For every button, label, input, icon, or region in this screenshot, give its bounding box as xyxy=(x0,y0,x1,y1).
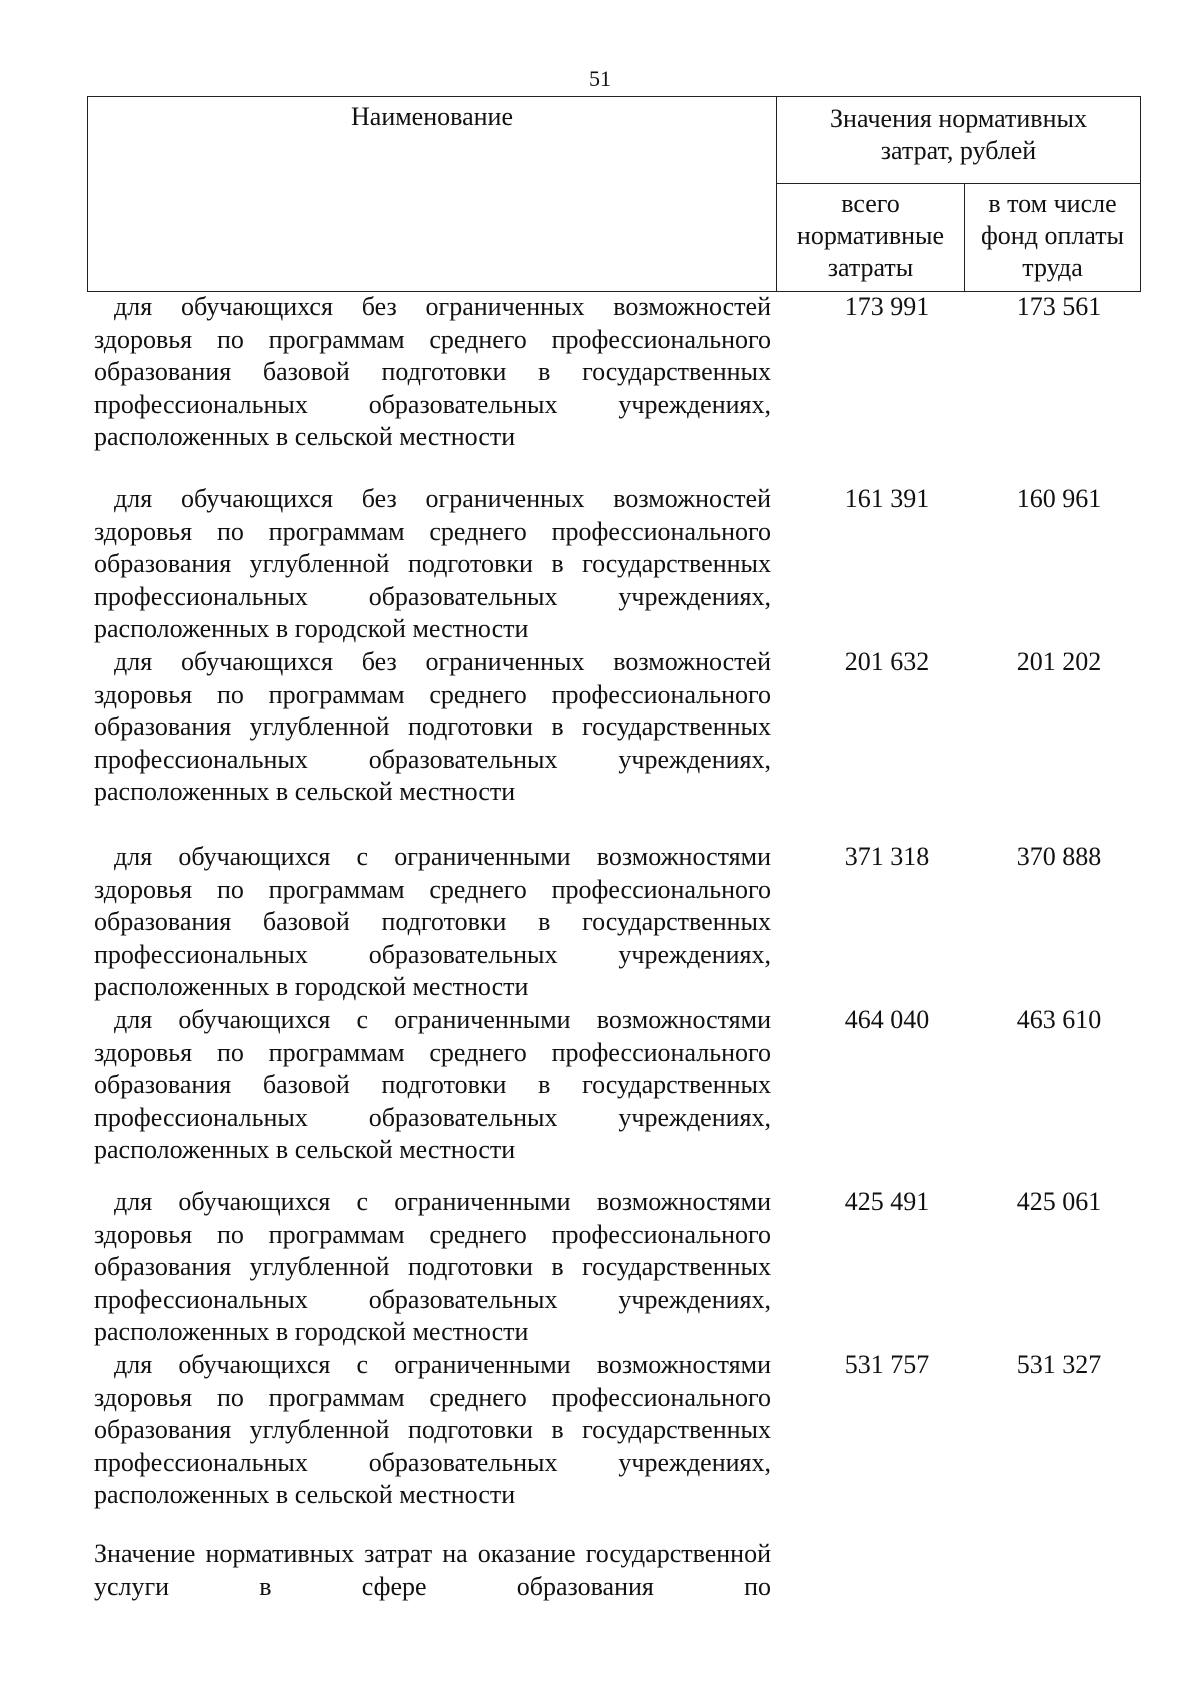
row-total-value: 201 632 xyxy=(844,647,930,676)
row-total-value: 425 491 xyxy=(844,1187,930,1216)
header-wage-fund xyxy=(965,184,1141,292)
header-name-column: Наименование xyxy=(88,97,777,292)
page-number: 51 xyxy=(589,66,611,91)
row-description: для обучающихся с ограниченными возможностями здоровья по программам среднего профессионального образования базовой подготовки в государственных профессиональных образовательных учреждениях, расположенных в сельской местности xyxy=(94,1005,771,1164)
header-total-label: всего нормативные затраты xyxy=(796,189,945,282)
table-header xyxy=(87,96,1141,292)
row-total-value: 173 991 xyxy=(844,292,930,321)
header-wage-label: в том числе фонд оплаты труда xyxy=(980,189,1125,282)
header-total-costs xyxy=(777,184,965,292)
row-total-value: 531 757 xyxy=(844,1350,930,1379)
row-description: для обучающихся с ограниченными возможностями здоровья по программам среднего профессионального образования базовой подготовки в государственных профессиональных образовательных учреждениях, расположенных в городской местности xyxy=(94,842,771,1001)
row-wage-value: 160 961 xyxy=(1016,484,1102,513)
row-total-value: 464 040 xyxy=(844,1005,930,1034)
row-wage-value: 370 888 xyxy=(1016,842,1102,871)
row-description: для обучающихся без ограниченных возможностей здоровья по программам среднего профессионального образования базовой подготовки в государственных профессиональных образовательных учреждениях, расположенных в сельской местности xyxy=(94,292,771,451)
footer-paragraph: Значение нормативных затрат на оказание государственной услуги в сфере образования по xyxy=(94,1539,771,1601)
row-wage-value: 173 561 xyxy=(1016,292,1102,321)
header-values-column xyxy=(777,97,1141,184)
row-description: для обучающихся с ограниченными возможностями здоровья по программам среднего профессионального образования углубленной подготовки в государственных профессиональных образовательных учреждениях, расположенных в сельской местности xyxy=(94,1350,771,1509)
row-wage-value: 463 610 xyxy=(1016,1005,1102,1034)
row-wage-value: 531 327 xyxy=(1016,1350,1102,1379)
row-wage-value: 425 061 xyxy=(1016,1187,1102,1216)
row-total-value: 161 391 xyxy=(844,484,930,513)
row-description: для обучающихся без ограниченных возможностей здоровья по программам среднего профессионального образования углубленной подготовки в государственных профессиональных образовательных учреждениях, расположенных в сельской местности xyxy=(94,647,771,806)
row-total-value: 371 318 xyxy=(844,842,930,871)
row-description: для обучающихся с ограниченными возможностями здоровья по программам среднего профессионального образования углубленной подготовки в государственных профессиональных образовательных учреждениях, расположенных в городской местности xyxy=(94,1187,771,1346)
row-wage-value: 201 202 xyxy=(1016,647,1102,676)
row-description: для обучающихся без ограниченных возможностей здоровья по программам среднего профессионального образования углубленной подготовки в государственных профессиональных образовательных учреждениях, расположенных в городской местности xyxy=(94,484,771,643)
header-values-label: Значения нормативных затрат, рублей xyxy=(830,104,1087,165)
